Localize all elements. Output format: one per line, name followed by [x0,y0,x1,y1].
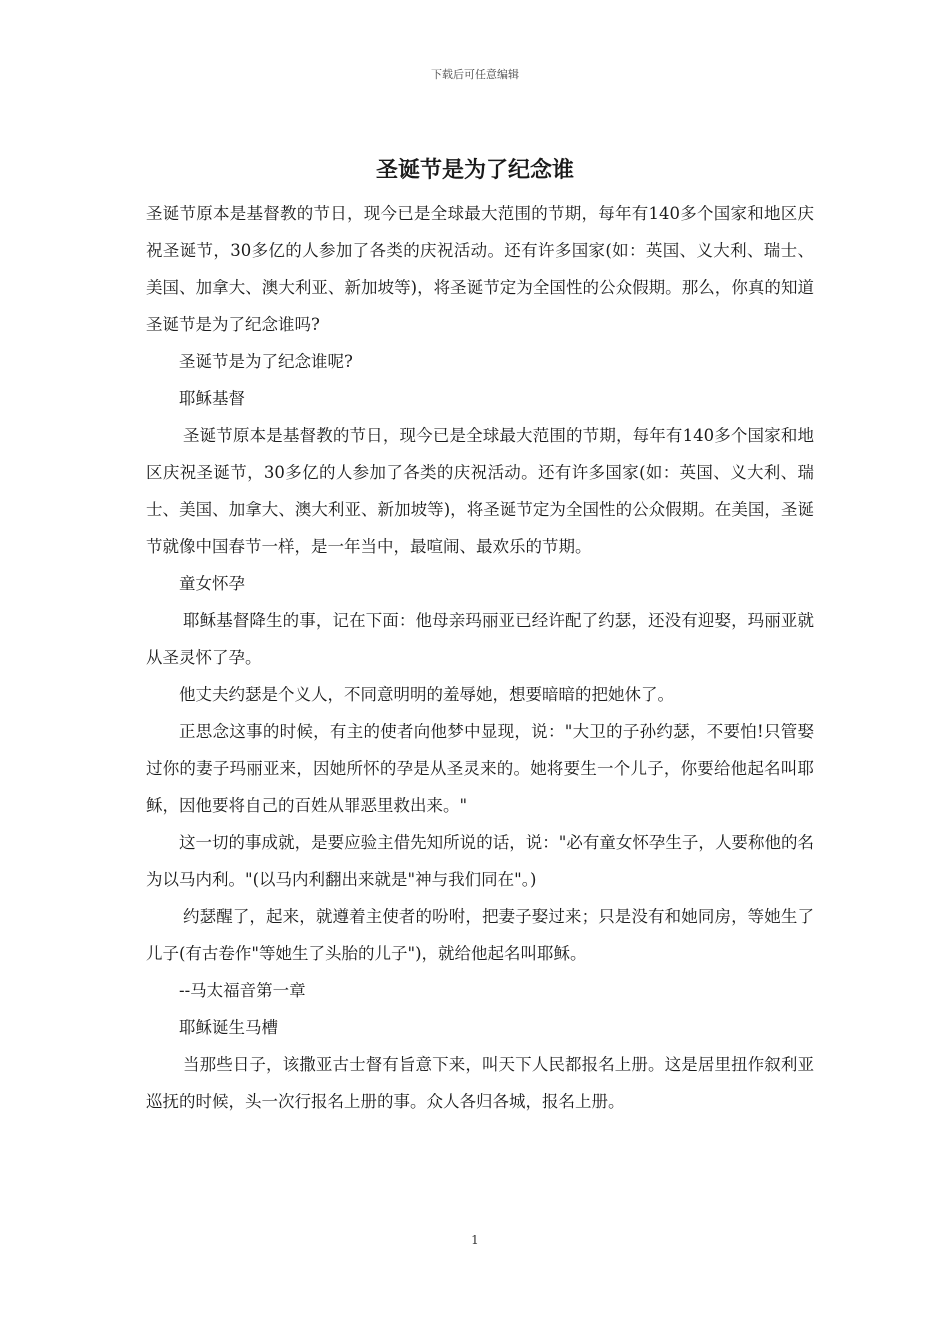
page-header-note: 下载后可任意编辑 [431,68,519,81]
paragraph-intro: 圣诞节原本是基督教的节日，现今已是全球最大范围的节期，每年有140多个国家和地区庆祝圣诞节，30多亿的人参加了各类的庆祝活动。还有许多国家(如：英国、义大利、瑞士、美国、加拿大、澳大利亚、新加坡等)，将圣诞节定为全国性的公众假期。那么，你真的知道圣诞节是为了纪念谁吗? [146,204,814,334]
paragraph-mary: 耶稣基督降生的事，记在下面：他母亲玛丽亚已经许配了约瑟，还没有迎娶，玛丽亚就从圣灵怀了孕。 [146,611,814,667]
section-heading-manger: 耶稣诞生马槽 [179,1018,278,1037]
paragraph-angel: 正思念这事的时候，有主的使者向他梦中显现，说："大卫的子孙约瑟，不要怕!只管娶过你的妻子玛丽亚来，因她所怀的孕是从圣灵来的。她将要生一个儿子，你要给他起名叫耶稣，因他要将自己的百姓从罪恶里救出来。" [146,722,814,815]
section-heading-virgin-birth: 童女怀孕 [179,574,245,593]
document-title: 圣诞节是为了纪念谁 [375,157,574,183]
paragraph-christmas-origin: 圣诞节原本是基督教的节日，现今已是全球最大范围的节期，每年有140多个国家和地区庆祝圣诞节，30多亿的人参加了各类的庆祝活动。还有许多国家(如：英国、义大利、瑞士、美国、加拿大、澳大利亚、新加坡等)，将圣诞节定为全国性的公众假期。在美国，圣诞节就像中国春节一样，是一年当中，最喧闹、最欢乐的节期。 [146,426,814,556]
paragraph-joseph-wakes: 约瑟醒了，起来，就遵着主使者的吩咐，把妻子娶过来；只是没有和她同房，等她生了儿子(有古卷作"等她生了头胎的儿子")，就给他起名叫耶稣。 [146,907,814,963]
page-number: 1 [471,1233,479,1247]
paragraph-citation: --马太福音第一章 [179,981,306,1000]
paragraph-census: 当那些日子，该撒亚古士督有旨意下来，叫天下人民都报名上册。这是居里扭作叙利亚巡抚的时候，头一次行报名上册的事。众人各归各城，报名上册。 [146,1055,814,1111]
document-body [146,195,814,1120]
paragraph-joseph: 他丈夫约瑟是个义人，不同意明明的羞辱她，想要暗暗的把她休了。 [179,685,674,704]
paragraph-question: 圣诞节是为了纪念谁呢? [179,352,353,371]
paragraph-prophecy: 这一切的事成就，是要应验主借先知所说的话，说："必有童女怀孕生子，人要称他的名为以马内利。"(以马内利翻出来就是"神与我们同在"。) [146,833,814,889]
section-heading-jesus: 耶稣基督 [179,389,245,408]
